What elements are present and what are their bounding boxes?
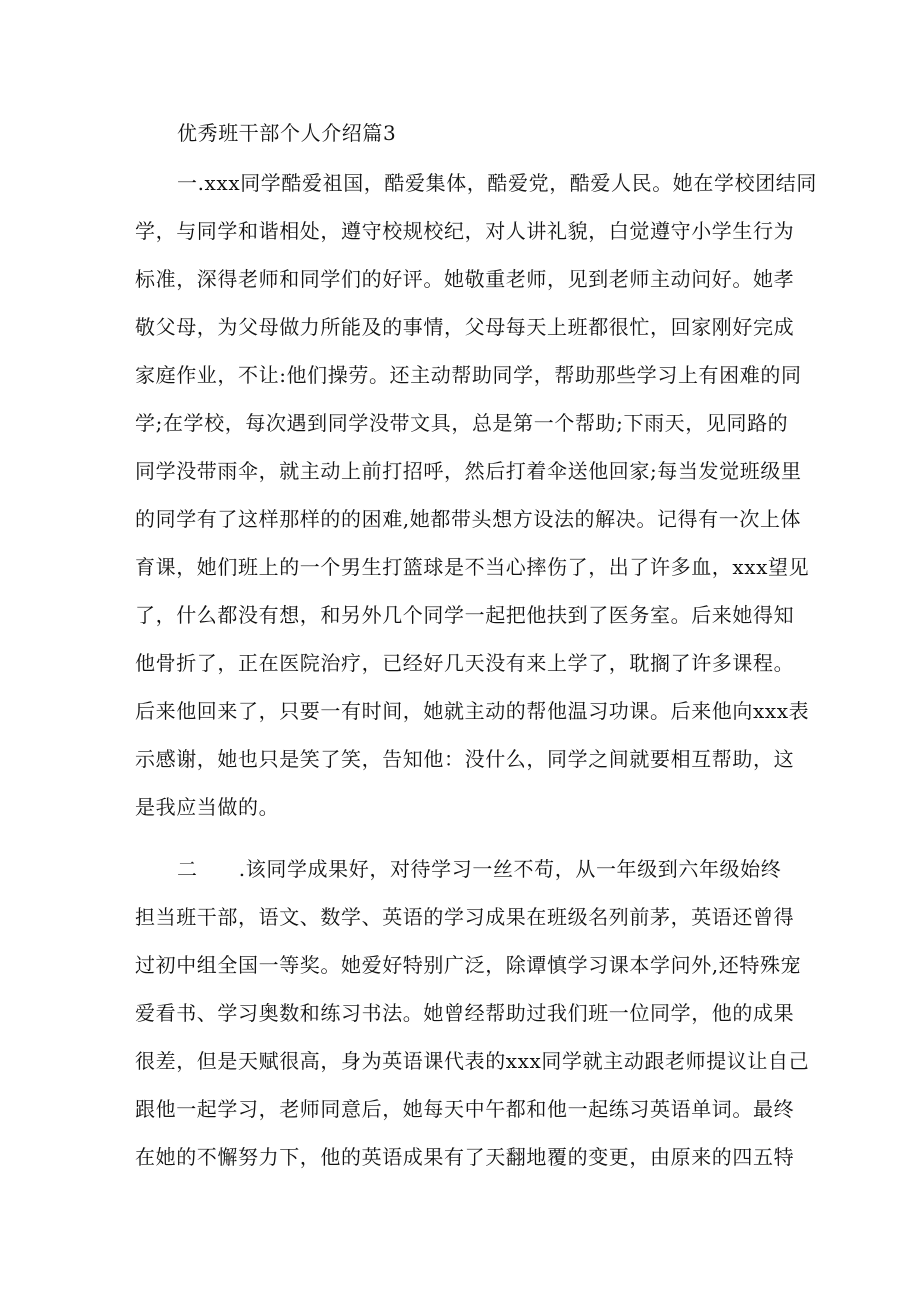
paragraph-line: 他骨折了，正在医院治疗，已经好几天没有来上学了，耽搁了许多课程。	[135, 651, 795, 675]
paragraph-line: 学;在学校，每次遇到同学没带文具，总是第一个帮助;下雨天，见同路的	[135, 411, 789, 435]
paragraph-line: 学，与同学和谐相处，遵守校规校纪，对人讲礼貌，白觉遵守小学生行为	[135, 219, 795, 243]
paragraph-line: 过初中组全国一等奖。她爱好特别广泛，除谭慎学习课本学问外,还特殊宠	[135, 953, 802, 977]
paragraph-line: 敬父母，为父母做力所能及的事情，父母每天上班都很忙，回家刚好完成	[135, 315, 795, 339]
paragraph-line: 示感谢，她也只是笑了笑，告知他：没什么，同学之间就要相互帮助，这	[135, 747, 795, 771]
paragraph-line: 爱看书、学习奥数和练习书法。她曾经帮助过我们班一位同学，他的成果	[135, 1001, 795, 1025]
paragraph-line: 二 .该同学成果好，对待学习一丝不苟，从一年级到六年级始终	[177, 857, 782, 881]
paragraph-line: 同学没带雨伞，就主动上前打招呼，然后打着伞送他回家;每当发觉班级里	[135, 459, 802, 483]
paragraph-line: 很差，但是天赋很高，身为英语课代表的xxx同学就主动跟老师提议让自己	[135, 1049, 810, 1073]
paragraph-line: 标准，深得老师和同学们的好评。她敬重老师，见到老师主动问好。她孝	[135, 267, 795, 291]
paragraph-line: 的同学有了这样那样的的困难,她都带头想方设法的解决。记得有一次上体	[135, 507, 802, 531]
paragraph-line: 家庭作业，不让:他们操劳。还主动帮助同学，帮助那些学习上有困难的同	[135, 363, 802, 387]
paragraph-line: 担当班干部，语文、数学、英语的学习成果在班级名列前茅，英语还曾得	[135, 905, 795, 929]
paragraph-line: 一.xxx同学酷爱祖国，酷爱集体，酷爱党，酷爱人民。她在学校团结同	[177, 171, 817, 195]
paragraph-line: 在她的不懈努力下，他的英语成果有了天翻地覆的变更，由原来的四五特	[135, 1145, 795, 1169]
document-title: 优秀班干部个人介绍篇3	[177, 121, 397, 145]
paragraph-line: 跟他一起学习，老师同意后，她每天中午都和他一起练习英语单词。最终	[135, 1097, 795, 1121]
paragraph-line: 是我应当做的。	[135, 795, 280, 819]
paragraph-line: 育课，她们班上的一个男生打篮球是不当心摔伤了，出了许多血，xxx望见	[135, 555, 810, 579]
paragraph-line: 后来他回来了，只要一有时间，她就主动的帮他温习功课。后来他向xxx表	[135, 699, 810, 723]
paragraph-line: 了，什么都没有想，和另外几个同学一起把他扶到了医务室。后来她得知	[135, 603, 795, 627]
